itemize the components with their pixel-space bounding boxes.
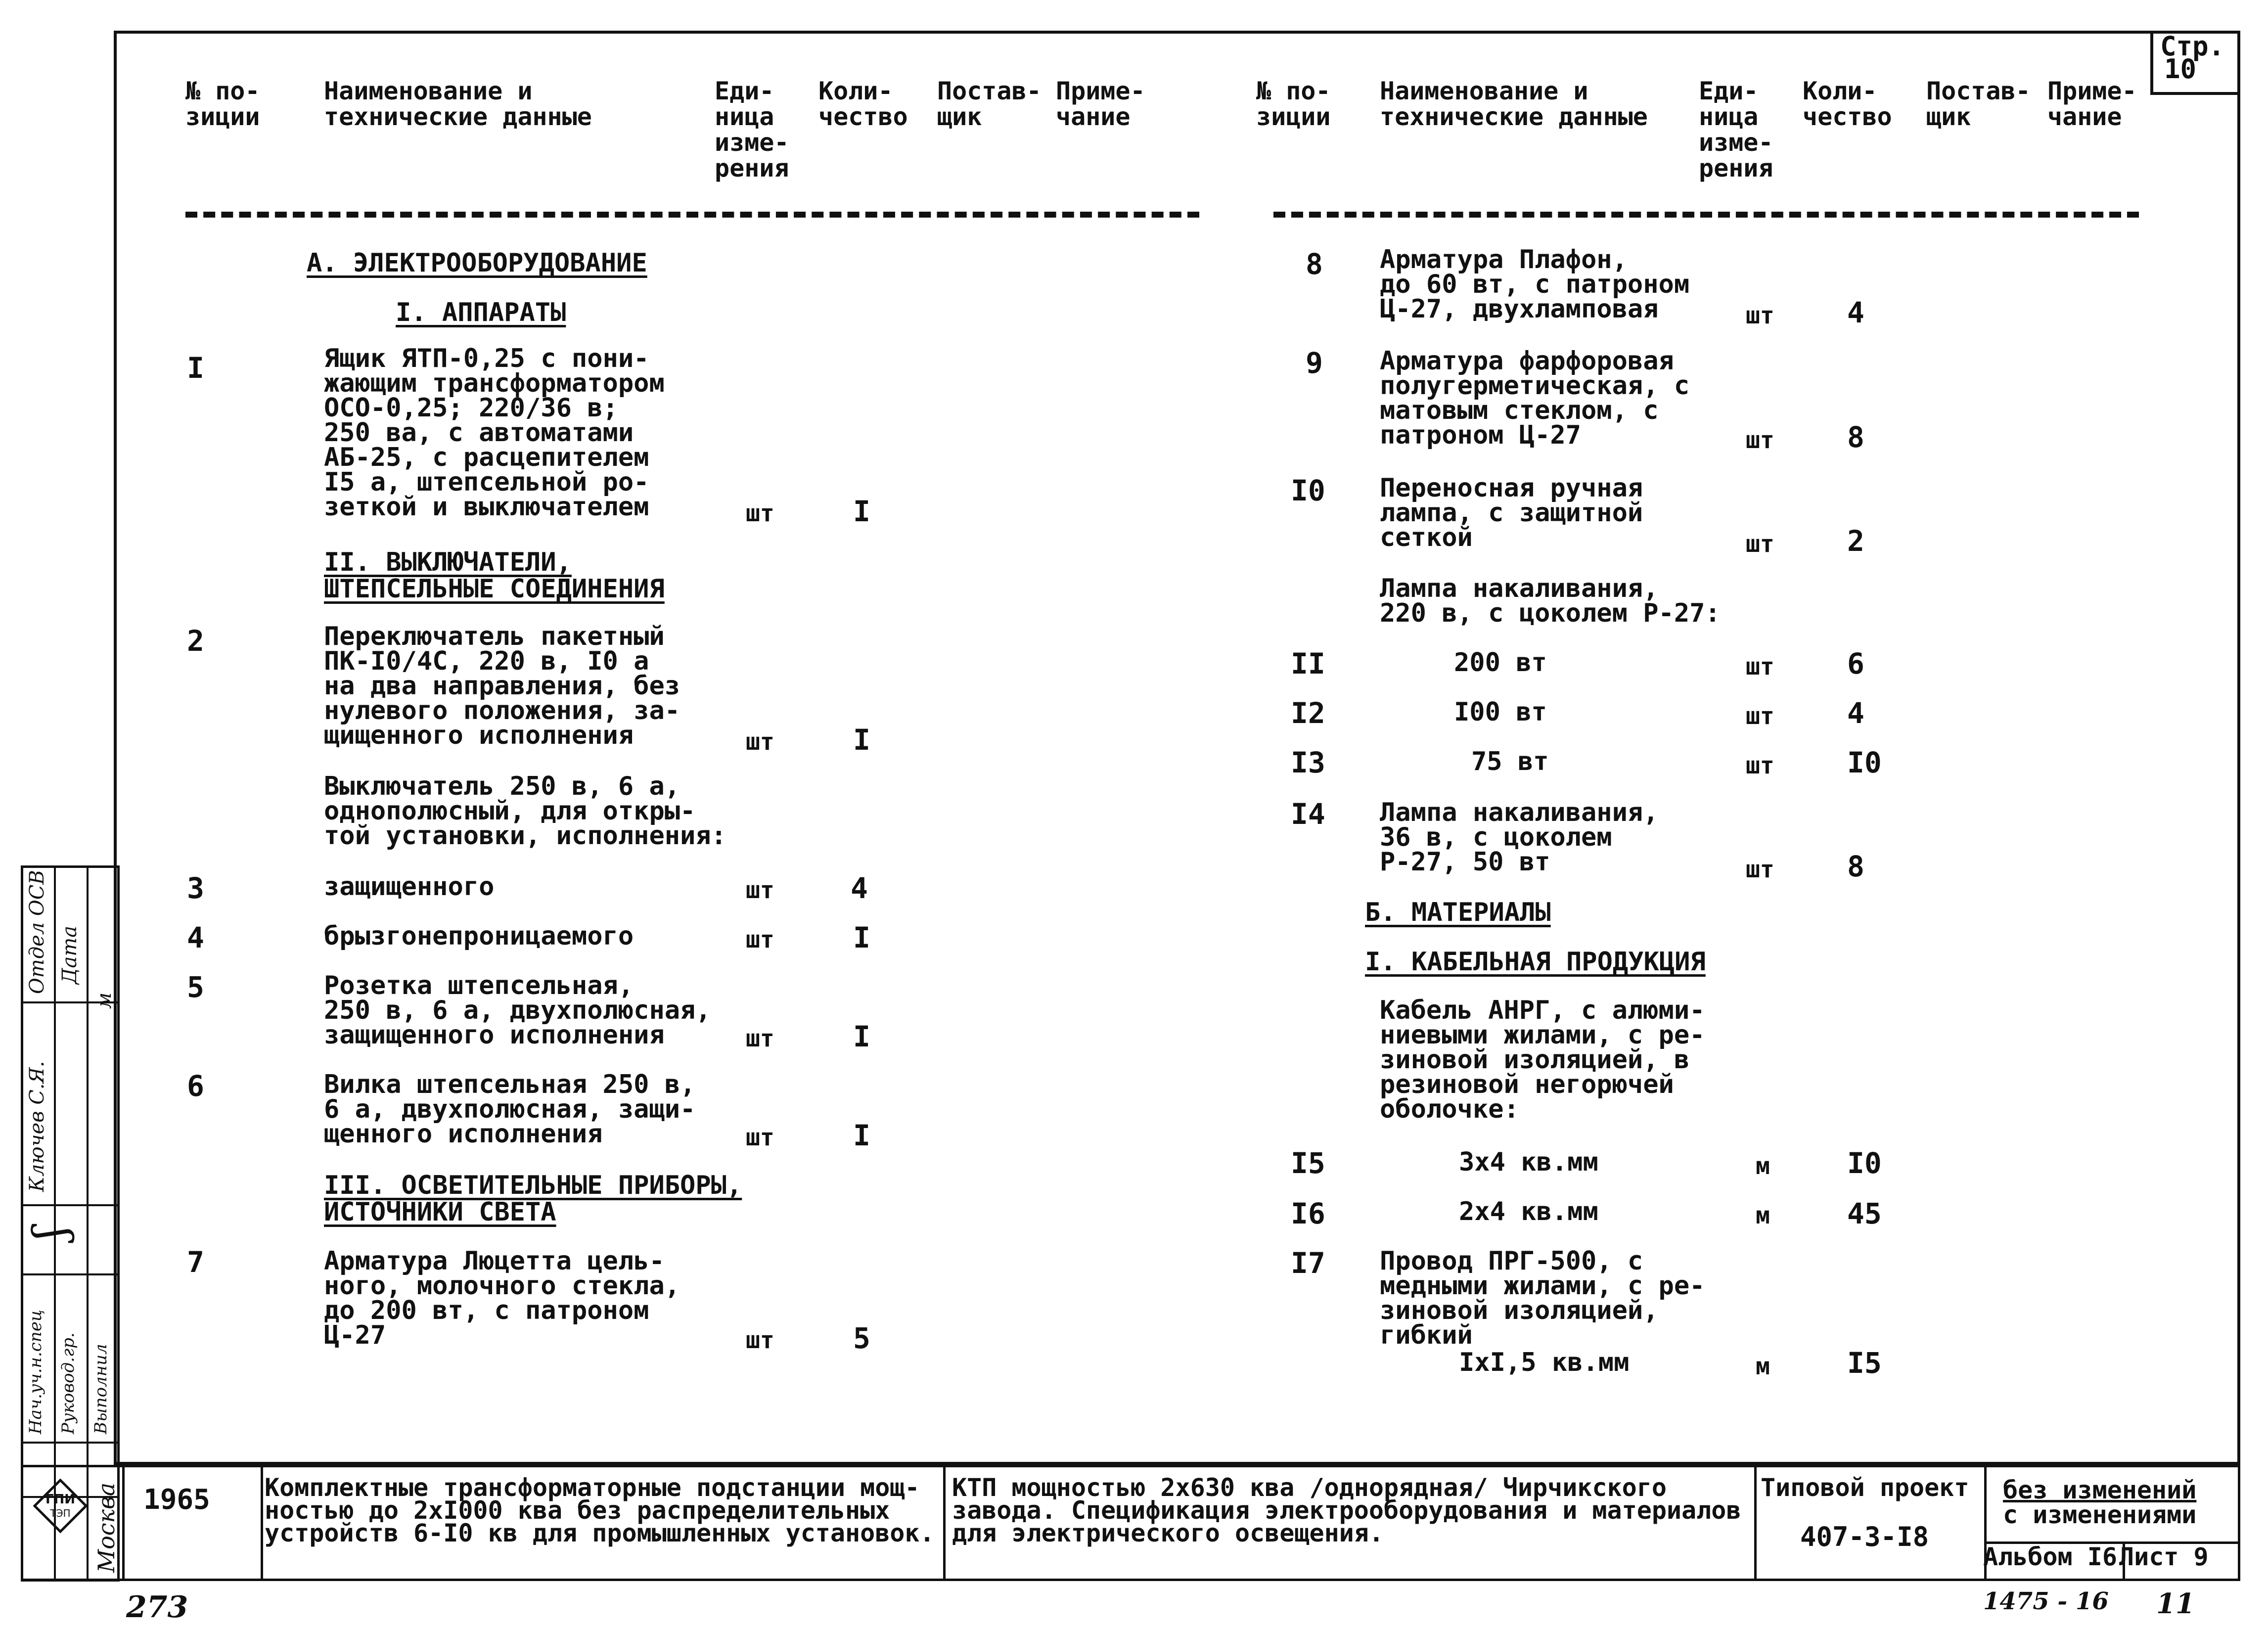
- item-pos: I0: [1291, 474, 1325, 507]
- page-number-label: Стр.: [2160, 31, 2225, 62]
- title-desc-2: КТП мощностью 2х630 ква /однорядная/ Чирчикского завода. Спецификация электрооборудования и материалов для электрического освещения.: [952, 1473, 1741, 1547]
- stamp-date: Дата: [58, 925, 81, 984]
- item-qty: I0: [1847, 1146, 1882, 1180]
- item-name: Переключатель пакетный ПК-I0/4С, 220 в, I0 а на два направления, без нулевого положения, за- щищенного исполнения: [324, 622, 680, 750]
- item-pos: I7: [1291, 1246, 1325, 1280]
- item-pos: I3: [1291, 746, 1325, 779]
- item-name: Розетка штепсельная, 250 в, 6 а, двухполюсная, защищенного исполнения: [324, 971, 711, 1050]
- stamp-role-1: Нач.уч.н.спец: [26, 1310, 45, 1434]
- item-name: Провод ПРГ-500, с медными жилами, с ре- зиновой изоляцией, гибкий: [1380, 1246, 1705, 1350]
- item-unit: шт: [1746, 702, 1774, 730]
- item-unit: шт: [746, 926, 774, 953]
- svg-text:ТЭП: ТЭП: [50, 1507, 71, 1519]
- item-qty: 4: [851, 871, 868, 905]
- item-name: I00 вт: [1454, 697, 1547, 727]
- title-desc-1: Комплектные трансформаторные подстанции мощ- ностью до 2хI000 ква без распределительных устройств 6-I0 кв для промышленных установок.: [265, 1473, 935, 1547]
- col-header-supplier-left: Постав- щик: [937, 77, 1042, 131]
- item-pos: I: [187, 351, 204, 385]
- item-name: Вилка штепсельная 250 в, 6 а, двухполюсная, защи- щенного исполнения: [324, 1070, 696, 1149]
- change-with: с изменениями: [2003, 1500, 2197, 1529]
- col-header-name-right: Наименование и технические данные: [1380, 77, 1648, 131]
- item-qty: I0: [1847, 746, 1882, 779]
- item-pos: II: [1291, 647, 1325, 680]
- col-header-pos-right: № по- зиции: [1256, 77, 1331, 131]
- item-qty: I5: [1847, 1346, 1882, 1380]
- item-pos: 5: [187, 970, 204, 1004]
- item-pos: 2: [187, 624, 204, 658]
- stamp-dept: Отдел ОСВ: [26, 870, 48, 994]
- item-qty: 5: [853, 1321, 870, 1355]
- item-qty: I: [853, 1020, 870, 1053]
- item-qty: 45: [1847, 1197, 1882, 1230]
- item-qty: 6: [1847, 647, 1864, 680]
- item-unit: шт: [1746, 302, 1774, 329]
- col-header-qty-left: Коли- чество: [818, 77, 908, 131]
- col-header-name-left: Наименование и технические данные: [324, 77, 592, 131]
- stamp-org: Москва: [93, 1482, 120, 1573]
- section-a-title: А. ЭЛЕКТРООБОРУДОВАНИЕ: [307, 248, 647, 278]
- item-pos: 9: [1306, 346, 1323, 380]
- item-unit: шт: [1746, 856, 1774, 883]
- item-qty: 8: [1847, 420, 1864, 454]
- item-unit: шт: [746, 499, 774, 527]
- col-header-unit-right: Еди- ница изме- рения: [1699, 77, 1773, 182]
- item-unit: шт: [1746, 426, 1774, 454]
- footer-left-number: 273: [126, 1590, 188, 1625]
- footer-right-number: 1475 - 16: [1983, 1587, 2109, 1615]
- title-year: 1965: [143, 1484, 210, 1516]
- cable-group-text: Кабель АНРГ, с алюми- ниевыми жилами, с ре- зиновой изоляцией, в резиновой негорючей оболочке:: [1380, 996, 1705, 1124]
- item-unit: шт: [746, 1025, 774, 1052]
- item-unit: шт: [746, 728, 774, 756]
- svg-text:ГПИ: ГПИ: [45, 1492, 76, 1507]
- item-pos: I5: [1291, 1146, 1325, 1180]
- item-name: Переносная ручная лампа, с защитной сеткой: [1380, 473, 1643, 552]
- item-qty: I: [853, 495, 870, 528]
- item-unit: м: [1756, 1152, 1770, 1180]
- header-separator-left: [185, 212, 1199, 218]
- item-unit: м: [1756, 1202, 1770, 1229]
- lamp-group-text: Лампа накаливания, 220 в, с цоколем Р-27:: [1380, 574, 1721, 628]
- item-pos: 3: [187, 871, 204, 905]
- item-pos: 8: [1306, 247, 1323, 281]
- col-header-note-left: Приме- чание: [1056, 77, 1145, 131]
- item-unit: шт: [1746, 653, 1774, 680]
- item-qty: I: [853, 1119, 870, 1152]
- footer-right-page: 11: [2156, 1587, 2195, 1620]
- col-header-supplier-right: Постав- щик: [1926, 77, 2031, 131]
- page-number-value: 10: [2164, 53, 2197, 85]
- item-name: Ящик ЯТП-0,25 с пони- жающим трансформатором ОСО-0,25; 220/36 в; 250 ва, с автоматами АБ-25, с расцепителем I5 а, штепсельной ро- зеткой и выключателем: [324, 344, 665, 522]
- header-separator-right: [1273, 212, 2139, 218]
- item-unit: м: [1756, 1353, 1770, 1380]
- item-unit: шт: [746, 1124, 774, 1151]
- section-2-title: II. ВЫКЛЮЧАТЕЛИ, ШТЕПСЕЛЬНЫЕ СОЕДИНЕНИЯ: [324, 547, 665, 604]
- switch-group-text: Выключатель 250 в, 6 а, однополюсный, для откры- той установки, исполнения:: [324, 771, 726, 851]
- item-unit: шт: [1746, 530, 1774, 558]
- album-number: Альбом I6: [1983, 1542, 2117, 1571]
- stamp-name: Ключев С.Я.: [26, 1061, 48, 1192]
- item-unit: шт: [746, 876, 774, 904]
- col-header-pos-left: № по- зиции: [185, 77, 260, 131]
- item-unit: шт: [1746, 752, 1774, 779]
- section-3-title: III. ОСВЕТИТЕЛЬНЫЕ ПРИБОРЫ, ИСТОЧНИКИ СВЕТА: [324, 1171, 742, 1227]
- col-header-note-right: Приме- чание: [2047, 77, 2137, 131]
- section-1-title: I. АППАРАТЫ: [396, 298, 566, 327]
- item-name: 2х4 кв.мм: [1459, 1197, 1598, 1226]
- item-pos: 7: [187, 1245, 204, 1279]
- col-header-unit-left: Еди- ница изме- рения: [715, 77, 789, 182]
- item-qty: I: [853, 921, 870, 954]
- item-qty: 4: [1847, 296, 1864, 329]
- section-b-title: Б. МАТЕРИАЛЫ: [1365, 898, 1551, 927]
- item-name: 75 вт: [1471, 747, 1549, 776]
- stamp-role-3: Выполнил: [91, 1344, 111, 1434]
- item-qty: I: [853, 723, 870, 757]
- item-name: Арматура Плафон, до 60 вт, с патроном Ц-27, двухламповая: [1380, 245, 1690, 324]
- item-qty: 2: [1847, 524, 1864, 558]
- item-pos: I4: [1291, 797, 1325, 831]
- project-label: Типовой проект: [1761, 1473, 1969, 1502]
- project-number: 407-3-I8: [1800, 1521, 1929, 1552]
- item-qty: 8: [1847, 850, 1864, 883]
- item-pos: 4: [187, 921, 204, 954]
- org-logo: [31, 1476, 90, 1536]
- signature-mark: ʃ: [23, 1226, 76, 1239]
- item-name: 200 вт: [1454, 648, 1547, 678]
- item-pos: I2: [1291, 696, 1325, 730]
- stamp-month: м: [93, 992, 116, 1009]
- page-number-box: [2150, 31, 2240, 95]
- item-name: 3х4 кв.мм: [1459, 1147, 1598, 1177]
- item-pos: I6: [1291, 1197, 1325, 1230]
- sheet-number: Лист 9: [2119, 1542, 2209, 1571]
- item-unit: шт: [746, 1326, 774, 1354]
- col-header-qty-right: Коли- чество: [1803, 77, 1892, 131]
- section-b1-title: I. КАБЕЛЬНАЯ ПРОДУКЦИЯ: [1365, 947, 1706, 977]
- stamp-role-2: Руковод.гр.: [58, 1332, 78, 1434]
- item-name: Арматура фарфоровая полугерметическая, с матовым стеклом, с патроном Ц-27: [1380, 346, 1690, 450]
- item-name: Лампа накаливания, 36 в, с цоколем Р-27, 50 вт: [1380, 798, 1659, 877]
- item-pos: 6: [187, 1069, 204, 1103]
- item-qty: 4: [1847, 696, 1864, 730]
- item-name: Арматура Люцетта цель- ного, молочного стекла, до 200 вт, с патроном Ц-27: [324, 1246, 680, 1350]
- change-none: без изменений: [2003, 1476, 2197, 1504]
- item-name: защищенного: [324, 872, 495, 902]
- item-name: брызгонепроницаемого: [324, 921, 634, 951]
- item-name: IхI,5 кв.мм: [1459, 1348, 1630, 1377]
